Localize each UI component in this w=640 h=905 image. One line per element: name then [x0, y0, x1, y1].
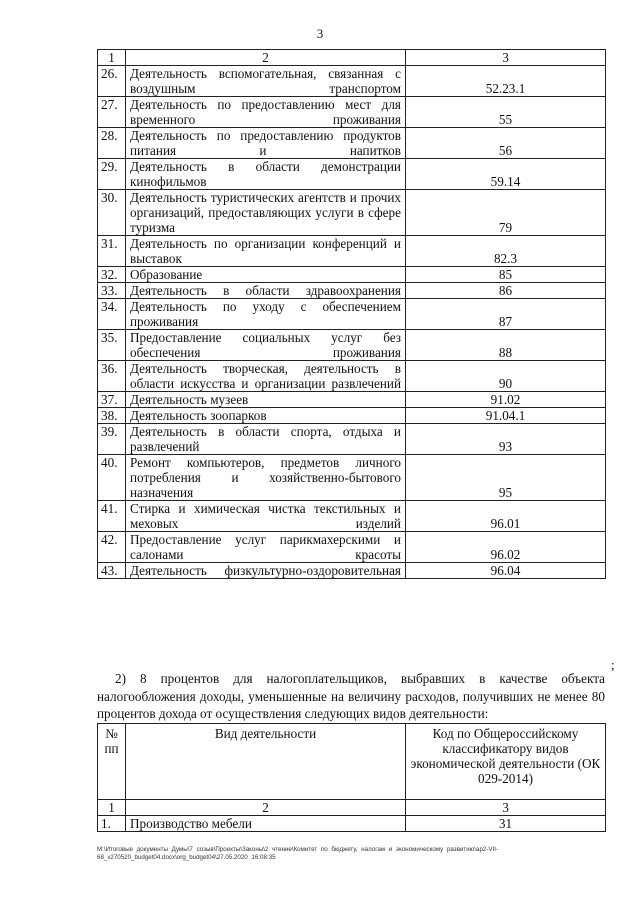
okved-code: 31 [406, 816, 606, 832]
okved-code: 91.04.1 [406, 408, 606, 424]
row-number: 31. [98, 236, 126, 267]
row-number: 40. [98, 455, 126, 501]
okved-code: 56 [406, 128, 606, 159]
head-activity: Вид деятельности [126, 724, 406, 800]
row-number: 29. [98, 159, 126, 190]
activity-name: Деятельность туристических агентств и прочих организаций, предоставляющих услуги в сфере туризма [126, 190, 406, 236]
file-path-footer: M:\Итоговые документы Думы\7 созыв\Проекты\Законы\2 чтение\Комитет по бюджету, налогам и экономическому развитию\ap2-VII-68_v270520_budget04.docx\org_budget04\27.05.2020 16:08:35 [97, 846, 499, 861]
table-row [98, 267, 606, 283]
table-row [98, 190, 606, 236]
okved-code: 96.04 [406, 563, 606, 579]
activity-name: Деятельность по предоставлению мест для временного проживания [126, 97, 406, 128]
row-number: 27. [98, 97, 126, 128]
table-row [98, 97, 606, 128]
okved-code: 55 [406, 97, 606, 128]
activity-name: Деятельность зоопарков [126, 408, 406, 424]
okved-code: 91.02 [406, 392, 606, 408]
table-row [98, 424, 606, 455]
page-number: 3 [316, 26, 324, 41]
table-row [98, 392, 606, 408]
table-row [98, 816, 606, 832]
activity-name: Деятельность в области демонстрации кинофильмов [126, 159, 406, 190]
table-row [98, 501, 606, 532]
table-row [98, 299, 606, 330]
table-row [98, 236, 606, 267]
row-number: 42. [98, 532, 126, 563]
row-number: 38. [98, 408, 126, 424]
okved-code: 96.01 [406, 501, 606, 532]
table-header-row [98, 800, 606, 816]
row-number: 36. [98, 361, 126, 392]
activity-table [97, 49, 606, 579]
paragraph-item-2 [97, 670, 605, 723]
table-row [98, 532, 606, 563]
activity-name: Деятельность по организации конференций и выставок [126, 236, 406, 267]
table-head-row [98, 724, 606, 800]
row-number: 35. [98, 330, 126, 361]
table-row [98, 283, 606, 299]
table-row [98, 159, 606, 190]
activity-name: Деятельность по предоставлению продуктов питания и напитков [126, 128, 406, 159]
activity-name: Деятельность вспомогательная, связанная с воздушным транспортом [126, 66, 406, 97]
header-cell: 2 [126, 50, 406, 66]
okved-code: 90 [406, 361, 606, 392]
activity-name: Деятельность музеев [126, 392, 406, 408]
row-number: 37. [98, 392, 126, 408]
header-cell: 1 [98, 50, 126, 66]
row-number: 1. [98, 816, 126, 832]
head-number: № пп [98, 724, 126, 800]
activity-name: Образование [126, 267, 406, 283]
okved-code: 93 [406, 424, 606, 455]
activity-name: Предоставление социальных услуг без обеспечения проживания [126, 330, 406, 361]
row-number: 34. [98, 299, 126, 330]
row-number: 28. [98, 128, 126, 159]
header-cell: 3 [406, 50, 606, 66]
activity-name: Деятельность в области здравоохранения [126, 283, 406, 299]
activity-name: Деятельность в области спорта, отдыха и развлечений [126, 424, 406, 455]
okved-code: 79 [406, 190, 606, 236]
trailing-semicolon: ; [611, 657, 615, 672]
table-row [98, 66, 606, 97]
activity-name: Деятельность физкультурно-оздоровительная [126, 563, 406, 579]
table-row [98, 455, 606, 501]
paragraph-text: 2) 8 процентов для налогоплательщиков, выбравших в качестве объекта налогообложения доходы, уменьшенные на величину расходов, получивших не менее 80 процентов дохода от осуществления следующих видов деятельности: [97, 671, 605, 721]
row-number: 39. [98, 424, 126, 455]
okved-code: 82.3 [406, 236, 606, 267]
row-number: 43. [98, 563, 126, 579]
row-number: 26. [98, 66, 126, 97]
activity-name: Производство мебели [126, 816, 406, 832]
okved-code: 52.23.1 [406, 66, 606, 97]
okved-code: 59.14 [406, 159, 606, 190]
activity-name: Предоставление услуг парикмахерскими и салонами красоты [126, 532, 406, 563]
row-number: 33. [98, 283, 126, 299]
activity-name: Ремонт компьютеров, предметов личного потребления и хозяйственно-бытового назначения [126, 455, 406, 501]
okved-code: 86 [406, 283, 606, 299]
header-cell: 2 [126, 800, 406, 816]
okved-code: 95 [406, 455, 606, 501]
activity-name: Деятельность по уходу с обеспечением проживания [126, 299, 406, 330]
header-cell: 1 [98, 800, 126, 816]
table-row [98, 408, 606, 424]
activity-name: Деятельность творческая, деятельность в области искусства и организации развлечений [126, 361, 406, 392]
table-header-row [98, 50, 606, 66]
okved-code: 85 [406, 267, 606, 283]
activity-table-2 [97, 723, 606, 832]
table-row [98, 563, 606, 579]
table-row [98, 128, 606, 159]
table-row [98, 330, 606, 361]
row-number: 30. [98, 190, 126, 236]
head-code: Код по Общероссийскому классификатору видов экономической деятельности (ОК 029-2014) [406, 724, 606, 800]
row-number: 41. [98, 501, 126, 532]
okved-code: 87 [406, 299, 606, 330]
okved-code: 96.02 [406, 532, 606, 563]
okved-code: 88 [406, 330, 606, 361]
activity-name: Стирка и химическая чистка текстильных и меховых изделий [126, 501, 406, 532]
table-row [98, 361, 606, 392]
row-number: 32. [98, 267, 126, 283]
header-cell: 3 [406, 800, 606, 816]
